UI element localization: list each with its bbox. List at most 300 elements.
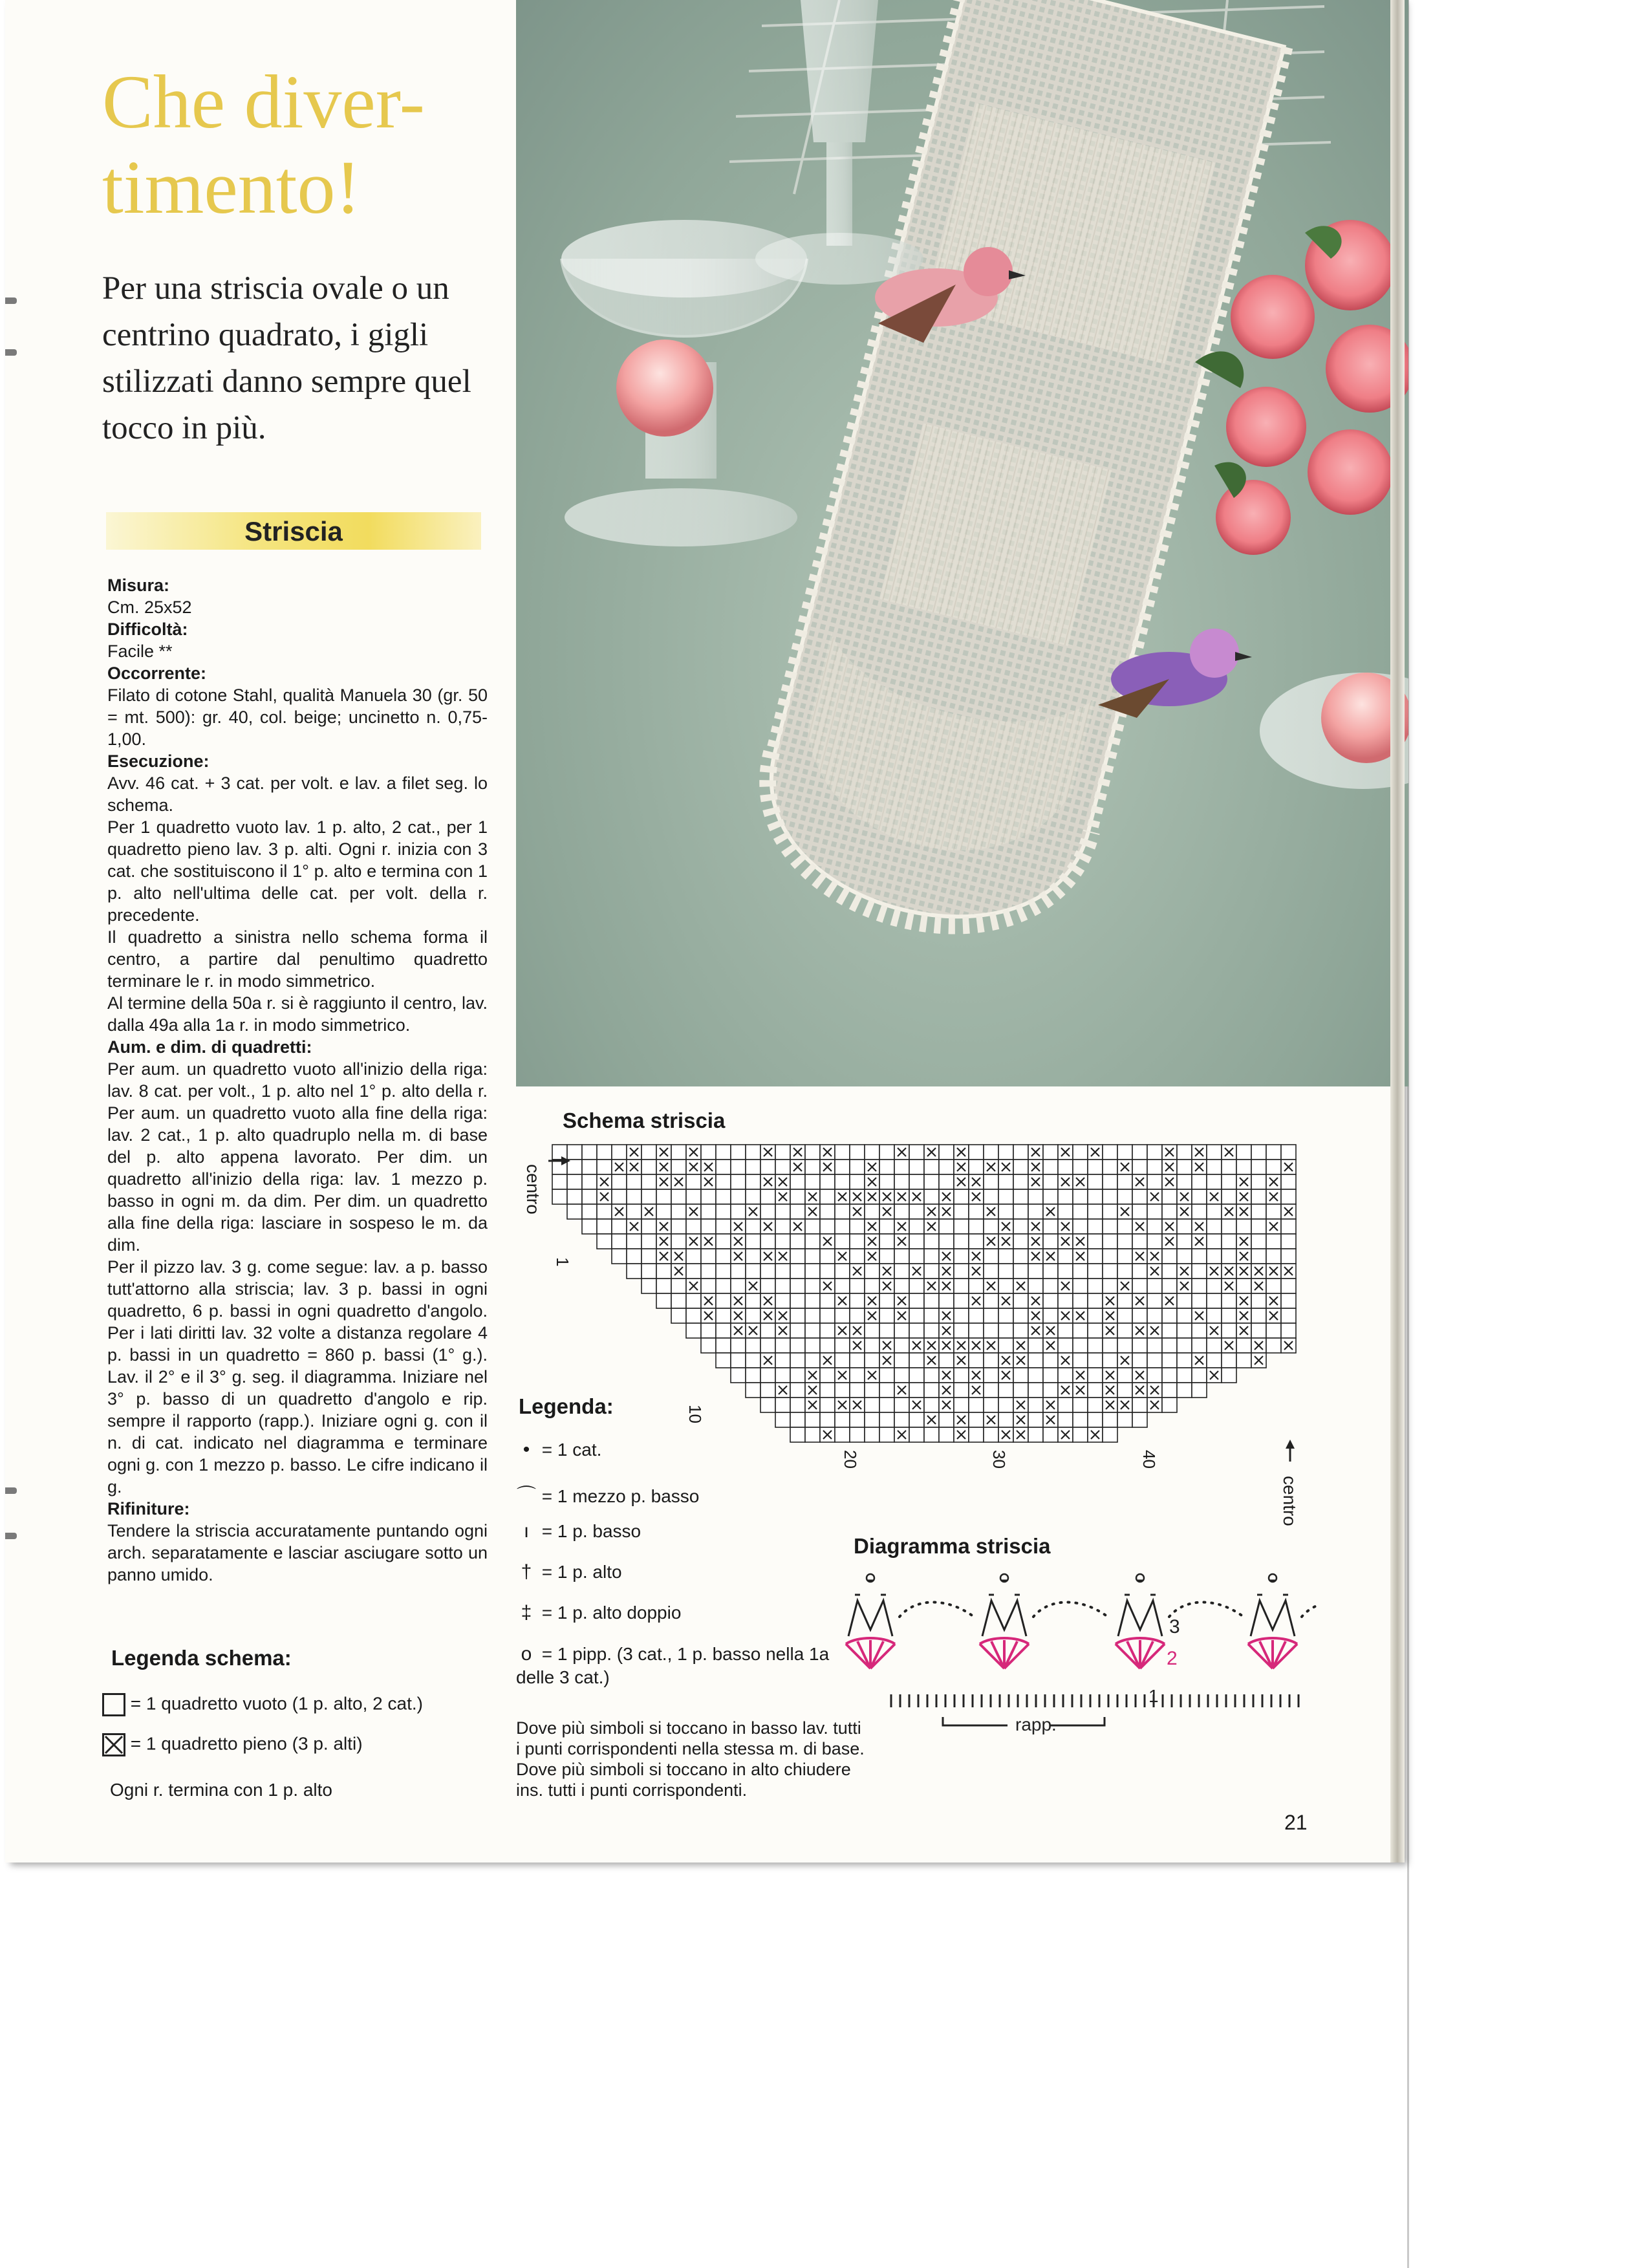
schema-cell <box>954 1219 969 1234</box>
esecuzione-label: Esecuzione: <box>107 751 210 771</box>
schema-cell <box>1132 1398 1147 1412</box>
schema-cell <box>627 1234 641 1249</box>
schema-cell <box>716 1323 731 1338</box>
schema-cell <box>954 1204 969 1219</box>
schema-cell <box>760 1323 775 1338</box>
aum-paragraph: Per aum. un quadretto vuoto all'inizio della riga: lav. 8 cat. per volt., 1 p. alto nel 1° p. alto della r. Per aum. un quadretto vuoto alla fine della riga: lav. 2 cat., 1 p. alto quadruplo nella m. di base del p. alto appena lavorato. Per dim. un quadretto all'inizio della riga: lav. 1 mezzo p. basso in ogni m. da dim. Per dim. un quadretto alla fine della riga: lasciare in sospeso le m. da dim. <box>107 1059 488 1255</box>
schema-cell <box>1132 1145 1147 1160</box>
schema-cell <box>1058 1189 1073 1204</box>
schema-cell <box>775 1338 790 1353</box>
schema-cell <box>567 1189 582 1204</box>
shell-stitch-motif <box>1116 1638 1165 1669</box>
occorrente-label: Occorrente: <box>107 664 207 683</box>
schema-cell <box>894 1368 909 1383</box>
schema-cell <box>894 1264 909 1279</box>
schema-cell <box>939 1427 954 1442</box>
schema-cell <box>998 1264 1013 1279</box>
schema-cell <box>746 1338 760 1353</box>
schema-cell <box>924 1323 939 1338</box>
schema-cell <box>835 1145 850 1160</box>
schema-cell <box>1132 1264 1147 1279</box>
schema-cell <box>850 1279 865 1293</box>
legenda-title: Legenda: <box>519 1394 614 1418</box>
aum-label: Aum. e dim. di quadretti: <box>107 1037 312 1057</box>
schema-cell <box>790 1323 805 1338</box>
schema-cell <box>998 1383 1013 1398</box>
schema-cell <box>641 1264 656 1279</box>
schema-cell <box>1236 1338 1251 1353</box>
schema-label-col-40: 40 <box>1139 1450 1159 1469</box>
schema-cell <box>1132 1308 1147 1323</box>
schema-cell <box>775 1160 790 1174</box>
schema-cell <box>582 1174 597 1189</box>
schema-cell <box>1058 1264 1073 1279</box>
shell-stitch-motif <box>1248 1638 1297 1669</box>
schema-cell <box>1266 1279 1281 1293</box>
schema-cell <box>1222 1174 1236 1189</box>
schema-cell <box>984 1219 998 1234</box>
diagramma-round-1: 1 <box>1148 1686 1159 1706</box>
schema-cell <box>1043 1219 1058 1234</box>
schema-cell <box>1058 1323 1073 1338</box>
schema-cell <box>552 1145 567 1160</box>
schema-cell <box>1132 1353 1147 1368</box>
schema-cell <box>1073 1338 1088 1353</box>
schema-cell <box>1058 1249 1073 1264</box>
schema-cell <box>1132 1204 1147 1219</box>
schema-cell <box>746 1264 760 1279</box>
schema-cell <box>909 1412 924 1427</box>
schema-cell <box>998 1174 1013 1189</box>
schema-cell <box>1147 1219 1162 1234</box>
schema-cell <box>894 1160 909 1174</box>
schema-cell <box>1281 1293 1296 1308</box>
schema-cell <box>1088 1383 1103 1398</box>
schema-cell <box>567 1204 582 1219</box>
rifiniture-label: Rifiniture: <box>107 1499 190 1518</box>
schema-cell <box>1073 1160 1088 1174</box>
schema-cell <box>1058 1338 1073 1353</box>
schema-cell <box>909 1308 924 1323</box>
schema-cell <box>746 1189 760 1204</box>
schema-cell <box>760 1398 775 1412</box>
schema-cell <box>924 1174 939 1189</box>
schema-cell <box>1073 1412 1088 1427</box>
schema-cell <box>835 1234 850 1249</box>
schema-cell <box>1013 1293 1028 1308</box>
schema-cell <box>612 1189 627 1204</box>
legenda-item-text: = 1 pipp. (3 cat., 1 p. basso nella 1a delle 3 cat.) <box>516 1644 830 1687</box>
schema-cell <box>775 1234 790 1249</box>
schema-cell <box>1147 1338 1162 1353</box>
schema-cell <box>909 1293 924 1308</box>
schema-cell <box>805 1249 820 1264</box>
schema-cell <box>1147 1160 1162 1174</box>
schema-cell <box>731 1368 746 1383</box>
schema-cell <box>1177 1160 1192 1174</box>
legenda-item-text: = 1 p. alto <box>541 1562 622 1582</box>
schema-cell <box>1222 1323 1236 1338</box>
schema-cell <box>1177 1174 1192 1189</box>
schema-cell <box>1207 1145 1222 1160</box>
schema-cell <box>612 1249 627 1264</box>
legenda-schema-empty <box>102 1693 423 1716</box>
schema-cell <box>820 1308 835 1323</box>
schema-cell <box>701 1189 716 1204</box>
schema-cell <box>656 1204 671 1219</box>
schema-label-col-30: 30 <box>989 1450 1009 1469</box>
schema-cell <box>954 1279 969 1293</box>
schema-cell <box>969 1219 984 1234</box>
schema-cell <box>909 1383 924 1398</box>
schema-cell <box>746 1308 760 1323</box>
schema-cell <box>671 1293 686 1308</box>
schema-cell <box>1103 1427 1117 1442</box>
schema-cell <box>805 1308 820 1323</box>
schema-cell <box>1236 1160 1251 1174</box>
schema-cell <box>701 1145 716 1160</box>
schema-cell <box>850 1412 865 1427</box>
schema-cell <box>1147 1293 1162 1308</box>
schema-cell <box>924 1383 939 1398</box>
schema-cell <box>790 1279 805 1293</box>
schema-cell <box>1028 1412 1043 1427</box>
schema-cell <box>954 1368 969 1383</box>
schema-cell <box>656 1264 671 1279</box>
schema-cell <box>954 1398 969 1412</box>
schema-cell <box>1117 1174 1132 1189</box>
schema-cell <box>1073 1323 1088 1338</box>
schema-cell <box>879 1145 894 1160</box>
schema-cell <box>1013 1174 1028 1189</box>
schema-cell <box>850 1383 865 1398</box>
schema-cell <box>746 1234 760 1249</box>
schema-cell <box>1251 1234 1266 1249</box>
schema-cell <box>998 1189 1013 1204</box>
legenda-item-text: = 1 p. alto doppio <box>541 1603 682 1623</box>
schema-cell <box>1177 1338 1192 1353</box>
legenda-item <box>516 1602 859 1624</box>
schema-cell <box>1207 1174 1222 1189</box>
schema-cell <box>716 1204 731 1219</box>
schema-centro-side: centro <box>1280 1476 1300 1526</box>
shell-stitch-motif <box>980 1638 1029 1669</box>
schema-cell <box>805 1412 820 1427</box>
schema-cell <box>1162 1323 1177 1338</box>
schema-cell <box>805 1338 820 1353</box>
schema-cell <box>582 1160 597 1174</box>
diagramma-round-2: 2 <box>1167 1648 1178 1669</box>
schema-chart <box>510 1138 1324 1474</box>
schema-cell <box>671 1145 686 1160</box>
schema-cell <box>790 1249 805 1264</box>
schema-cell <box>686 1174 701 1189</box>
schema-cell <box>1207 1204 1222 1219</box>
schema-cell <box>909 1249 924 1264</box>
schema-cell <box>790 1353 805 1368</box>
schema-cell <box>969 1204 984 1219</box>
section-banner <box>106 512 481 550</box>
schema-cell <box>686 1249 701 1264</box>
schema-cell <box>1028 1189 1043 1204</box>
schema-cell <box>909 1145 924 1160</box>
schema-cell <box>1013 1368 1028 1383</box>
schema-cell <box>879 1398 894 1412</box>
schema-cell <box>879 1160 894 1174</box>
schema-cell <box>820 1174 835 1189</box>
schema-cell <box>1013 1308 1028 1323</box>
schema-cell <box>1281 1234 1296 1249</box>
schema-cell <box>731 1338 746 1353</box>
schema-cell <box>850 1308 865 1323</box>
schema-cell <box>1147 1353 1162 1368</box>
legenda-item <box>516 1480 859 1508</box>
schema-cell <box>1266 1145 1281 1160</box>
schema-cell <box>1103 1160 1117 1174</box>
schema-cell <box>954 1234 969 1249</box>
schema-cell <box>1192 1338 1207 1353</box>
schema-cell <box>909 1368 924 1383</box>
schema-cell <box>775 1145 790 1160</box>
schema-cell <box>879 1219 894 1234</box>
schema-cell <box>1177 1234 1192 1249</box>
schema-cell <box>641 1160 656 1174</box>
schema-cell <box>746 1368 760 1383</box>
schema-cell <box>820 1338 835 1353</box>
schema-cell <box>1162 1353 1177 1368</box>
schema-cell <box>760 1234 775 1249</box>
schema-cell <box>1088 1308 1103 1323</box>
schema-cell <box>686 1189 701 1204</box>
crossed-square-icon <box>102 1733 125 1756</box>
chain-arc <box>900 1603 974 1617</box>
schema-cell <box>850 1353 865 1368</box>
schema-cell <box>1266 1338 1281 1353</box>
schema-cell <box>1013 1323 1028 1338</box>
schema-cell <box>894 1353 909 1368</box>
schema-cell <box>612 1145 627 1160</box>
schema-cell <box>641 1279 656 1293</box>
schema-cell <box>850 1368 865 1383</box>
schema-cell <box>790 1412 805 1427</box>
legenda-schema-full-text: = 1 quadretto pieno (3 p. alti) <box>130 1733 363 1754</box>
schema-cell <box>597 1219 612 1234</box>
schema-cell <box>924 1160 939 1174</box>
schema-cell <box>597 1234 612 1249</box>
schema-cell <box>1088 1234 1103 1249</box>
schema-cell <box>984 1368 998 1383</box>
esecuzione-paragraph: Per 1 quadretto vuoto lav. 1 p. alto, 2 cat., per 1 quadretto pieno lav. 3 p. alti. Ogni r. inizia con 3 cat. che sostituiscono il 1° p. alto e termina con 1 p. alto nell'ultima delle cat. per volt. della r. precedente. <box>107 817 488 925</box>
schema-cell <box>1132 1279 1147 1293</box>
schema-cell <box>1281 1145 1296 1160</box>
schema-cell <box>1251 1145 1266 1160</box>
schema-cell <box>1073 1219 1088 1234</box>
schema-cell <box>1162 1189 1177 1204</box>
schema-cell <box>1043 1174 1058 1189</box>
schema-cell <box>1192 1279 1207 1293</box>
schema-cell <box>1103 1279 1117 1293</box>
schema-cell <box>1207 1338 1222 1353</box>
schema-cell <box>1266 1249 1281 1264</box>
schema-cell <box>775 1368 790 1383</box>
schema-cell <box>835 1174 850 1189</box>
schema-cell <box>1222 1189 1236 1204</box>
schema-cell <box>1028 1338 1043 1353</box>
schema-cell <box>1103 1412 1117 1427</box>
schema-cell <box>1251 1204 1266 1219</box>
schema-cell <box>879 1412 894 1427</box>
rapp-label: rapp. <box>1015 1714 1057 1734</box>
schema-cell <box>1088 1189 1103 1204</box>
schema-cell <box>1043 1308 1058 1323</box>
schema-cell <box>969 1412 984 1427</box>
schema-cell <box>879 1234 894 1249</box>
schema-cell <box>701 1279 716 1293</box>
schema-cell <box>1222 1308 1236 1323</box>
schema-cell <box>865 1398 879 1412</box>
schema-cell <box>746 1219 760 1234</box>
schema-cell <box>731 1279 746 1293</box>
schema-cell <box>969 1234 984 1249</box>
schema-cell <box>790 1383 805 1398</box>
schema-cell <box>865 1412 879 1427</box>
diagramma-base-row <box>891 1694 1299 1707</box>
schema-cell <box>701 1323 716 1338</box>
schema-cell <box>1192 1264 1207 1279</box>
schema-cell <box>701 1204 716 1219</box>
schema-cell <box>1088 1398 1103 1412</box>
schema-cell <box>1177 1323 1192 1338</box>
schema-cell <box>760 1264 775 1279</box>
schema-cell <box>1058 1398 1073 1412</box>
schema-cell <box>1013 1383 1028 1398</box>
schema-cell <box>1177 1368 1192 1383</box>
schema-cell <box>1058 1204 1073 1219</box>
schema-cell <box>1088 1204 1103 1219</box>
schema-cell <box>1103 1189 1117 1204</box>
schema-cell <box>1251 1308 1266 1323</box>
schema-cell <box>641 1249 656 1264</box>
schema-cell <box>1013 1145 1028 1160</box>
schema-cell <box>1058 1293 1073 1308</box>
schema-cell <box>746 1353 760 1368</box>
schema-cell <box>909 1234 924 1249</box>
legenda-item-text: = 1 cat. <box>541 1440 602 1460</box>
legenda-schema-title: Legenda schema: <box>111 1646 292 1670</box>
top-stitch-motif <box>982 1581 1026 1636</box>
schema-cell <box>894 1412 909 1427</box>
schema-cell <box>1192 1204 1207 1219</box>
schema-cell <box>1147 1308 1162 1323</box>
schema-cell <box>1073 1264 1088 1279</box>
schema-cell <box>641 1219 656 1234</box>
schema-cell <box>790 1368 805 1383</box>
schema-cell <box>582 1145 597 1160</box>
schema-cell <box>820 1249 835 1264</box>
schema-cell <box>641 1174 656 1189</box>
schema-cell <box>805 1174 820 1189</box>
legenda-item-text: = 1 p. basso <box>541 1521 641 1541</box>
esecuzione-paragraph: Il quadretto a sinistra nello schema forma il centro, a partire dal penultimo quadretto terminare le r. in modo simmetrico. <box>107 927 488 991</box>
schema-cell <box>582 1204 597 1219</box>
schema-cell <box>1073 1293 1088 1308</box>
schema-cell <box>760 1204 775 1219</box>
schema-cell <box>686 1219 701 1234</box>
schema-cell <box>865 1323 879 1338</box>
title-line-2: timento! <box>102 145 361 230</box>
schema-cell <box>998 1279 1013 1293</box>
schema-cell <box>731 1174 746 1189</box>
schema-cell <box>1162 1249 1177 1264</box>
schema-cell <box>939 1174 954 1189</box>
legenda-schema-note: Ogni r. termina con 1 p. alto <box>110 1780 332 1800</box>
schema-cell <box>969 1145 984 1160</box>
schema-cell <box>746 1160 760 1174</box>
schema-cell <box>820 1412 835 1427</box>
schema-cell <box>1043 1353 1058 1368</box>
schema-cell <box>1236 1145 1251 1160</box>
schema-cell <box>894 1249 909 1264</box>
schema-cell <box>1043 1368 1058 1383</box>
schema-cell <box>1281 1249 1296 1264</box>
schema-cell <box>656 1189 671 1204</box>
schema-cell <box>939 1145 954 1160</box>
schema-grid <box>552 1145 1296 1442</box>
schema-cell <box>894 1338 909 1353</box>
schema-cell <box>671 1204 686 1219</box>
schema-cell <box>716 1174 731 1189</box>
schema-cell <box>820 1383 835 1398</box>
schema-cell <box>1162 1398 1177 1412</box>
schema-cell <box>939 1353 954 1368</box>
schema-cell <box>1103 1174 1117 1189</box>
schema-cell <box>1117 1234 1132 1249</box>
schema-cell <box>612 1174 627 1189</box>
binding-staple <box>5 1533 17 1539</box>
schema-cell <box>879 1323 894 1338</box>
schema-cell <box>775 1279 790 1293</box>
schema-cell <box>909 1279 924 1293</box>
schema-cell <box>1207 1219 1222 1234</box>
schema-cell <box>954 1249 969 1264</box>
schema-cell <box>835 1219 850 1234</box>
schema-cell <box>1117 1383 1132 1398</box>
schema-cell <box>894 1323 909 1338</box>
schema-cell <box>1177 1308 1192 1323</box>
schema-cell <box>1088 1368 1103 1383</box>
schema-cell <box>701 1264 716 1279</box>
schema-cell <box>1251 1249 1266 1264</box>
schema-cell <box>805 1279 820 1293</box>
schema-cell <box>939 1293 954 1308</box>
schema-cell <box>1028 1279 1043 1293</box>
schema-cell <box>1013 1234 1028 1249</box>
difficolta: Facile ** <box>107 642 173 661</box>
schema-cell <box>1028 1368 1043 1383</box>
page-spine <box>1390 0 1405 1863</box>
schema-cell <box>909 1323 924 1338</box>
schema-cell <box>969 1279 984 1293</box>
schema-label-col-20: 20 <box>841 1450 860 1469</box>
top-stitch-motif <box>848 1581 892 1636</box>
diagramma-round-3: 3 <box>1169 1616 1180 1637</box>
schema-cell <box>671 1189 686 1204</box>
schema-cell <box>1207 1234 1222 1249</box>
schema-cell <box>746 1145 760 1160</box>
schema-cell <box>1192 1383 1207 1398</box>
schema-cell <box>1132 1412 1147 1427</box>
schema-cell <box>835 1412 850 1427</box>
